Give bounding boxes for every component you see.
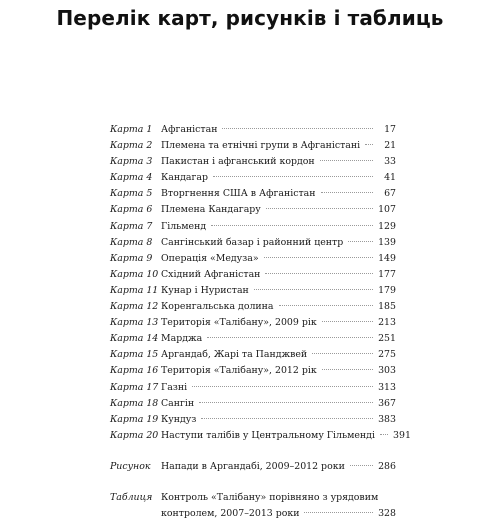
- entry-title: Аргандаб, Жарі та Панджвей: [161, 349, 308, 361]
- entry-page-number: 286: [378, 460, 396, 472]
- entry-page-number: 303: [378, 365, 396, 377]
- entry-title: Територія «Талібану», 2012 рік: [161, 365, 317, 377]
- map-entry: [110, 380, 396, 396]
- dot-leader: [304, 512, 373, 513]
- entry-body: [161, 219, 378, 235]
- entry-page-number: 185: [378, 301, 396, 313]
- dot-leader: [254, 289, 373, 290]
- entry-kind: Карта 1: [110, 124, 153, 135]
- entry-body: [161, 380, 378, 396]
- entry-kind: Карта 14: [110, 333, 159, 345]
- entry-page-number: 383: [378, 413, 396, 425]
- dot-leader: [213, 176, 373, 177]
- dot-leader: [222, 128, 373, 129]
- entry-kind: Карта 3: [110, 156, 153, 168]
- entry-title: Напади в Аргандабі, 2009–2012 роки: [161, 460, 345, 472]
- entry-kind: Карта 4: [110, 172, 153, 184]
- entry-body: [161, 283, 378, 299]
- entry-number: 7: [146, 220, 153, 232]
- entry-kind: Карта 18: [110, 397, 159, 409]
- map-entry: [110, 363, 396, 379]
- dot-leader: [322, 321, 373, 322]
- dot-leader: [380, 434, 388, 435]
- entry-body: [161, 251, 378, 267]
- map-entry: [110, 186, 396, 202]
- entry-body: [161, 412, 378, 428]
- dot-leader: [264, 257, 373, 258]
- map-entry: [110, 428, 411, 444]
- entry-body: [161, 186, 378, 202]
- entry-title: Територія «Талібану», 2009 рік: [161, 317, 317, 329]
- entry-kind: Карта 9: [110, 252, 153, 264]
- entry-page-number: 328: [378, 508, 396, 520]
- entry-title: Сангінський базар і районний центр: [161, 236, 344, 248]
- table-entry: [110, 490, 396, 522]
- dot-leader: [201, 418, 373, 419]
- entry-page-number: 33: [384, 156, 396, 168]
- map-entry: [110, 299, 396, 315]
- dot-leader: [211, 225, 373, 226]
- entry-body: [161, 363, 378, 379]
- entry-title: Гільменд: [161, 220, 207, 232]
- entry-number: 1: [146, 124, 153, 135]
- entry-title: Наступи талібів у Центральному Гільменді: [161, 429, 375, 441]
- entry-body: [161, 202, 378, 218]
- entry-body: [161, 154, 378, 170]
- entry-number: 13: [146, 317, 159, 329]
- dot-leader: [266, 208, 373, 209]
- entry-number: 20: [146, 429, 159, 441]
- map-entry: [110, 267, 396, 283]
- entry-body: [161, 347, 378, 363]
- entry-title: Пакистан і афганський кордон: [161, 156, 315, 168]
- entry-body: [161, 315, 378, 331]
- entry-number: 19: [146, 413, 159, 425]
- entry-number: 14: [146, 333, 159, 345]
- entry-number: 9: [146, 252, 153, 264]
- figure-entry: [110, 459, 396, 475]
- entry-page-number: 313: [378, 381, 396, 393]
- entry-body: [161, 170, 378, 186]
- entry-kind: Карта 2: [110, 140, 153, 152]
- entry-title: Газні: [161, 381, 188, 393]
- entry-kind: Карта 10: [110, 268, 159, 280]
- entry-page-number: 149: [378, 252, 396, 264]
- entry-title: Східний Афганістан: [161, 268, 261, 280]
- entry-body: [161, 235, 378, 251]
- entry-kind: Таблиця: [110, 491, 153, 503]
- entry-page-number: 179: [378, 284, 396, 296]
- entry-kind: Карта 6: [110, 204, 153, 216]
- entry-body: [161, 428, 393, 444]
- entry-body: [161, 459, 378, 475]
- map-entry: [110, 235, 396, 251]
- entry-number: 8: [146, 236, 153, 248]
- entry-kind: Карта 8: [110, 236, 153, 248]
- entry-kind: Карта 17: [110, 381, 159, 393]
- entry-page-number: 391: [393, 429, 411, 441]
- map-entry: [110, 331, 396, 347]
- entry-body: [161, 267, 378, 283]
- entry-title: Вторгнення США в Афганістан: [161, 188, 316, 200]
- map-entry: [110, 154, 396, 170]
- entry-number: 6: [146, 204, 153, 216]
- map-entry: [110, 412, 396, 428]
- map-entry: [110, 122, 396, 138]
- entry-page-number: 21: [384, 140, 397, 152]
- section-gap: [110, 475, 396, 490]
- entry-kind: Карта 5: [110, 188, 153, 200]
- dot-leader: [192, 386, 373, 387]
- entry-title: Афганістан: [161, 124, 218, 135]
- contents-list: [110, 122, 411, 522]
- entry-number: 15: [146, 349, 159, 361]
- entry-body: [161, 331, 378, 347]
- map-entry: [110, 251, 396, 267]
- entry-page-number: 17: [384, 124, 396, 135]
- entry-kind: Карта 12: [110, 301, 159, 313]
- entry-page-number: 129: [378, 220, 396, 232]
- entry-page-number: 251: [378, 333, 396, 345]
- dot-leader: [350, 465, 373, 466]
- map-entry: [110, 283, 396, 299]
- dot-leader: [322, 369, 373, 370]
- maps-list: [110, 122, 411, 444]
- entry-number: 12: [146, 301, 159, 313]
- entry-title: Сангін: [161, 397, 195, 409]
- entry-kind: Карта 16: [110, 365, 159, 377]
- section-gap: [110, 444, 396, 459]
- entry-page-number: 107: [378, 204, 396, 216]
- map-entry: [110, 138, 396, 154]
- entry-number: 16: [146, 365, 159, 377]
- entry-page-number: 139: [378, 236, 396, 248]
- entry-body: [161, 122, 378, 138]
- entry-page-number: 213: [378, 317, 396, 329]
- entry-title: Кандагар: [161, 172, 208, 184]
- dot-leader: [320, 160, 373, 161]
- entry-body: [161, 138, 378, 154]
- entry-number: 18: [146, 397, 159, 409]
- entry-number: 17: [146, 381, 159, 393]
- entry-body: [161, 490, 396, 506]
- entry-title-line-2: контролем, 2007–2013 роки: [161, 508, 300, 520]
- entry-page-number: 367: [378, 397, 396, 409]
- entry-title: Операція «Медуза»: [161, 252, 259, 264]
- entry-number: 10: [146, 268, 159, 280]
- entry-number: 3: [146, 156, 153, 168]
- entry-title: Марджа: [161, 333, 203, 345]
- entry-kind: Карта 15: [110, 349, 159, 361]
- dot-leader: [348, 241, 373, 242]
- entry-number: 2: [146, 140, 153, 152]
- entry-kind: Карта 19: [110, 413, 159, 425]
- map-entry: [110, 219, 396, 235]
- dot-leader: [207, 337, 373, 338]
- entry-page-number: 275: [378, 349, 396, 361]
- entry-title: Кундуз: [161, 413, 197, 425]
- map-entry: [110, 315, 396, 331]
- page-title: Перелік карт, рисунків і таблиць: [56, 6, 444, 30]
- entry-page-number: 177: [378, 268, 396, 280]
- map-entry: [110, 396, 396, 412]
- map-entry: [110, 347, 396, 363]
- entry-number: 4: [146, 172, 153, 184]
- map-entry: [110, 202, 396, 218]
- entry-kind: Рисунок: [110, 460, 151, 472]
- map-entry: [110, 170, 396, 186]
- entry-number: 11: [146, 284, 159, 296]
- entry-body: [161, 506, 378, 522]
- dot-leader: [279, 305, 374, 306]
- entry-kind: Карта 11: [110, 284, 159, 296]
- entry-kind: Карта 7: [110, 220, 153, 232]
- entry-body: [161, 299, 378, 315]
- dot-leader: [312, 353, 373, 354]
- entry-title: Племена Кандагару: [161, 204, 261, 216]
- dot-leader: [199, 402, 373, 403]
- dot-leader: [321, 192, 374, 193]
- entry-title: Племена та етнічні групи в Афганістані: [161, 140, 361, 152]
- entry-page-number: 41: [384, 172, 396, 184]
- entry-title-line-1: Контроль «Талібану» порівняно з урядовим: [161, 491, 379, 503]
- entry-title: Коренгальська долина: [161, 301, 274, 313]
- entry-number: 5: [146, 188, 153, 200]
- entry-title: Кунар і Нуристан: [161, 284, 249, 296]
- dot-leader: [365, 144, 373, 145]
- entry-page-number: 67: [384, 188, 396, 200]
- entry-body: [161, 396, 378, 412]
- dot-leader: [265, 273, 373, 274]
- entry-kind: Карта 20: [110, 429, 159, 441]
- entry-kind: Карта 13: [110, 317, 159, 329]
